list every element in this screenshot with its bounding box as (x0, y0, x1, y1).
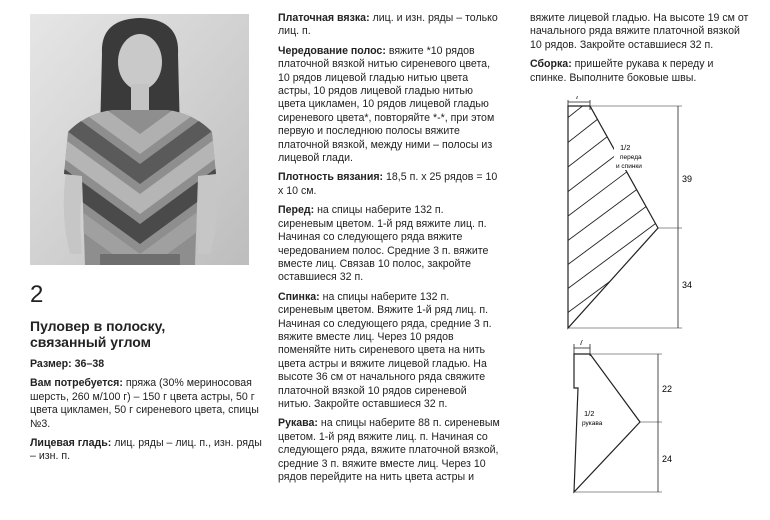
body-label-fraction: 1/2 (620, 143, 631, 152)
garter-text: лиц. и изн. ряды – только лиц. п. (278, 12, 498, 38)
size-value: 36–38 (74, 358, 105, 370)
sleeve-height-upper: 22 (662, 384, 673, 394)
assembly-label: Сборка: (530, 58, 572, 71)
sleeve-top-width: 7 (579, 340, 584, 347)
sleeve-label-name: рукава (582, 420, 603, 427)
stripes-paragraph (278, 45, 500, 166)
body-label-back: и спинки (616, 163, 642, 170)
assembly-text: пришейте рукава к переду и спинке. Выполните боковые швы. (530, 58, 714, 84)
stockinette-text: лиц. ряды – лиц. п., изн. ряды – изн. п. (30, 437, 262, 463)
body-outline (568, 106, 658, 328)
size-paragraph (30, 358, 262, 371)
body-height-lower: 34 (682, 280, 693, 290)
materials-text: пряжа (30% мериносовая шерсть, 260 м/100 г) – 150 г цвета астры, 50 г цвета цикламен, 50 г сиреневого цвета, спицы №3. (30, 377, 259, 430)
pattern-title-line-2: связанный углом (30, 334, 152, 350)
stockinette-label: Лицевая гладь: (30, 437, 112, 450)
sleeve-text: на спицы наберите 88 п. сиреневым цветом. 1-й ряд вяжите лиц. п. Начиная со следующего ряда, вяжите платочной вязкой, средние 3 п. вяжите вместе лиц. Через 10 рядов перейдите на нить цвета астры и (278, 417, 500, 483)
pattern-number: 2 (30, 281, 44, 308)
stockinette-paragraph (30, 437, 262, 464)
pattern-title-line-1: Пуловер в полоску, (30, 318, 166, 334)
garter-paragraph (278, 12, 500, 39)
front-label: Перед: (278, 204, 315, 217)
garter-label: Платочная вязка: (278, 12, 370, 24)
sleeve-height-lower: 24 (662, 454, 673, 464)
stripes-text: вяжите *10 рядов платочной вязкой нитью сиреневого цвета, 10 рядов лицевой гладью нитью цвета астры, 10 рядов лицевой гладью нитью цвета цикламен, 10 рядов лицевой гладью сиреневого цвета*, повторяйте *-*, при этом первую и последнюю полосы вяжите платочной вязкой, между ними – полосы из лицевой глади. (278, 44, 495, 165)
sleeve-label: Рукава: (278, 417, 318, 430)
materials-paragraph (30, 377, 262, 431)
pattern-title (30, 318, 262, 350)
materials-label: Вам потребуется: (30, 377, 123, 390)
back-label: Спинка: (278, 290, 320, 303)
gauge-paragraph (278, 171, 500, 198)
body-top-width: 7 (575, 96, 580, 101)
body-label-front: переда (620, 154, 642, 161)
assembly-paragraph (530, 58, 752, 85)
stripes-label: Чередование полос: (278, 44, 386, 57)
instructions-column-right (530, 12, 752, 91)
back-text: на спицы наберите 132 п. сиреневым цветом. Вяжите 1-й ряд лиц. п. Начиная со следующего ряда, средние 3 п. вяжите вместе лиц. Через 10 рядов поменяйте нить сиреневого цвета на нить цвета астры и вяжите лицевой гладью. На высоте 36 см от начального ряда свяжите платочной вязкой 10 рядов сиреневой нитью. Закройте оставшиеся 32 п. (278, 290, 492, 410)
gauge-text: 18,5 п. х 25 рядов = 10 х 10 см. (278, 171, 498, 197)
gauge-label: Плотность вязания: (278, 171, 384, 184)
model-photo (30, 14, 249, 265)
body-schematic (560, 96, 710, 341)
sleeve-paragraph (278, 417, 500, 484)
sleeve-label-fraction: 1/2 (584, 409, 595, 418)
front-text: на спицы наберите 132 п. сиреневым цветом. 1-й ряд вяжите лиц. п. Начиная со следующего ряда вяжите чередованием полос. Средние 3 п. вяжите вместе лиц. Связав 10 полос, закройте оставшиеся 32 п. (278, 204, 489, 284)
front-paragraph (278, 204, 500, 284)
model-photo-illustration (30, 14, 249, 265)
instructions-column (278, 12, 500, 490)
back-paragraph (278, 291, 500, 412)
pattern-header (30, 282, 262, 470)
sleeve-schematic (560, 340, 710, 515)
sleeve-continued: вяжите лицевой гладью. На высоте 19 см от начального ряда вяжите платочной вязкой 10 рядов. Закройте оставшиеся 32 п. (530, 12, 749, 51)
body-height-upper: 39 (682, 174, 693, 184)
size-label: Размер: (30, 358, 72, 370)
